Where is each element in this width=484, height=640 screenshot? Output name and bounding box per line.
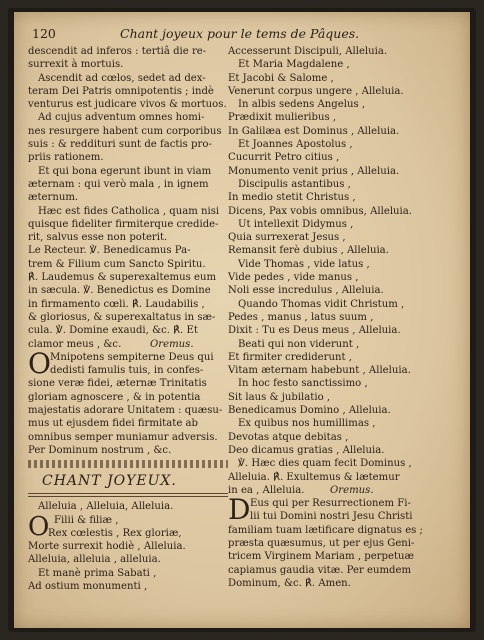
- text-line: Eus qui per Resurrectionem Fi-: [250, 498, 411, 510]
- text-line: mus ut ejusdem fidei firmitate ab: [28, 418, 198, 430]
- text-line: Et qui bona egerunt ibunt in viam: [38, 165, 212, 177]
- text-line: Noli esse incredulus , Alleluia.: [228, 285, 384, 297]
- text-line: Discipulis astantibus ,: [238, 178, 351, 190]
- text-line: capiamus gaudia vitæ. Per eumdem: [228, 564, 412, 576]
- oremus-label: Oremus.: [150, 338, 194, 350]
- text-line: Pedes , manus , latus suum ,: [228, 311, 374, 323]
- text-line: Vitam æternam habebunt , Alleluia.: [228, 365, 411, 377]
- text-line: in sæcula. ℣. Benedictus es Domine: [28, 285, 211, 297]
- left-column: [28, 45, 228, 593]
- oremus-label: Oremus.: [330, 484, 374, 496]
- text-line: Quia surrexerat Jesus ,: [228, 232, 346, 244]
- text-line: Ad cujus adventum omnes homi-: [38, 112, 205, 124]
- text-line: Et Maria Magdalene ,: [238, 59, 350, 71]
- text-line: Dixit : Tu es Deus meus , Alleluia.: [228, 325, 401, 337]
- text-line: [28, 338, 228, 351]
- text-line: Ascendit ad cœlos, sedet ad dex-: [38, 72, 206, 84]
- text-line: Ex quibus nos humillimas ,: [238, 418, 376, 430]
- text-line: teram Dei Patris omnipotentis ; indè: [28, 85, 214, 97]
- text-line: Vide Thomas , vide latus ,: [238, 258, 370, 270]
- text-line: præsta quæsumus, ut per ejus Geni-: [228, 537, 415, 549]
- text-line: Devotas atque debitas ,: [228, 431, 349, 443]
- page-header: [32, 26, 452, 44]
- text-line: familiam tuam lætificare dignatus es ;: [228, 524, 423, 536]
- page-number: 120: [32, 26, 56, 41]
- text-line: Sit laus & jubilatio ,: [228, 391, 331, 403]
- text-line: Cucurrit Petro citius ,: [228, 152, 340, 164]
- text-line: Dicens, Pax vobis omnibus, Alleluia.: [228, 205, 412, 217]
- drop-cap: O: [28, 511, 50, 542]
- ornament-divider: [28, 460, 228, 468]
- text-line: sione veræ fidei, æternæ Trinitatis: [28, 378, 207, 390]
- text-line: descendit ad inferos : tertiâ die re-: [28, 46, 207, 57]
- text-line: In hoc festo sanctissimo ,: [238, 378, 368, 390]
- text-line: in firmamento cœli. ℟. Laudabilis ,: [28, 298, 205, 310]
- text-line: ℣. Hæc dies quam fecit Dominus ,: [238, 458, 412, 470]
- text-line: In medio stetit Christus ,: [228, 192, 356, 204]
- text-line: dedisti famulis tuis, in confes-: [50, 365, 204, 377]
- text-line: In Galilæa est Dominus , Alleluia.: [228, 125, 400, 137]
- text-line: Per Dominum nostrum , &c.: [28, 444, 172, 456]
- chant-block: [28, 511, 228, 594]
- text-line: Benedicamus Domino , Alleluia.: [228, 405, 391, 417]
- text-fragment: clamor meus , &c.: [28, 338, 122, 350]
- text-line: Remansit ferè dubius , Alleluia.: [228, 245, 389, 257]
- text-line: omnibus semper muniamur adversis.: [28, 431, 218, 443]
- text-line: majestatis adorare Unitatem : quæsu-: [28, 405, 223, 417]
- text-line: Alleluia , Alleluia, Alleluia.: [38, 501, 174, 513]
- versicle-block: [28, 244, 228, 350]
- text-line: Le Recteur. ℣. Benedicamus Pa-: [28, 245, 191, 257]
- text-line: Morte surrexit hodiè , Alleluia.: [28, 541, 186, 553]
- text-line: Mnipotens sempiterne Deus qui: [50, 351, 214, 363]
- text-line: In albis sedens Angelus ,: [238, 99, 366, 111]
- text-line: æternum.: [28, 192, 79, 204]
- text-line: [228, 484, 446, 497]
- drop-cap: O: [28, 346, 51, 380]
- text-line: Hæc est fides Catholica , quam nisi: [38, 205, 220, 217]
- creed-text: [28, 45, 228, 244]
- text-line: venturus est judicare vivos & mortuos.: [28, 99, 227, 111]
- text-line: Ut intellexit Didymus ,: [238, 218, 354, 230]
- text-line: & gloriosus, & superexaltatus in sæ-: [28, 311, 216, 323]
- text-line: gloriam agnoscere , & in potentia: [28, 391, 201, 403]
- text-line: Et manè prima Sabati ,: [38, 567, 157, 579]
- text-line: trem & Filium cum Sancto Spiritu.: [28, 258, 206, 270]
- running-title: Chant joyeux pour le tems de Pâques.: [120, 26, 360, 41]
- text-line: Et firmiter crediderunt ,: [228, 351, 352, 363]
- text-line: Et Jacobi & Salome ,: [228, 72, 334, 84]
- drop-cap: D: [228, 493, 251, 527]
- text-line: ℟. Laudemus & superexaltemus eum: [28, 272, 217, 284]
- text-line: Dominum, &c. ℟. Amen.: [228, 577, 351, 589]
- text-line: Quando Thomas vidit Christum ,: [238, 298, 405, 310]
- prayer-block: [228, 493, 446, 590]
- text-line: surrexit à mortuis.: [28, 59, 124, 71]
- text-line: rit, salvus esse non poterit.: [28, 232, 168, 244]
- right-column: [228, 45, 446, 590]
- chant-title: CHANT JOYEUX.: [42, 473, 177, 490]
- text-line: Accesserunt Discipuli, Alleluia.: [228, 46, 388, 57]
- book-page: [14, 12, 470, 628]
- text-fragment: in ea , Alleluia.: [228, 484, 305, 496]
- text-line: cula. ℣. Domine exaudi, &c. ℟. Et: [28, 325, 198, 337]
- text-line: quisque fideliter firmiterque credide-: [28, 218, 219, 230]
- text-line: suis : & reddituri sunt de factis pro-: [28, 139, 212, 151]
- text-line: Rex cœlestis , Rex gloriæ,: [48, 527, 182, 539]
- text-line: Vide pedes , vide manus ,: [228, 272, 359, 284]
- text-line: æternam : qui verò mala , in ignem: [28, 178, 209, 190]
- text-line: tricem Virginem Mariam , perpetuæ: [228, 551, 414, 563]
- text-line: Ad ostium monumenti ,: [28, 580, 148, 592]
- text-line: Alleluia. ℟. Exultemus & lætemur: [228, 471, 400, 483]
- text-line: lii tui Domini nostri Jesu Christi: [250, 511, 413, 523]
- text-line: Prædixit mulieribus ,: [228, 112, 337, 124]
- text-line: nes resurgere habent cum corporibus: [28, 125, 222, 137]
- text-line: priis rationem.: [28, 152, 104, 164]
- text-line: Monumento venit prius , Alleluia.: [228, 165, 400, 177]
- rule-divider: [28, 493, 228, 497]
- text-line: Filii & filiæ ,: [54, 514, 119, 526]
- text-line: Alleluia, alleluia , alleluia.: [28, 554, 161, 566]
- text-line: Deo dicamus gratias , Alleluia.: [228, 444, 385, 456]
- text-line: Venerunt corpus ungere , Alleluia.: [228, 85, 404, 97]
- prayer-block: [28, 346, 228, 457]
- text-line: Beati qui non viderunt ,: [238, 338, 360, 350]
- text-line: Et Joannes Apostolus ,: [238, 139, 353, 151]
